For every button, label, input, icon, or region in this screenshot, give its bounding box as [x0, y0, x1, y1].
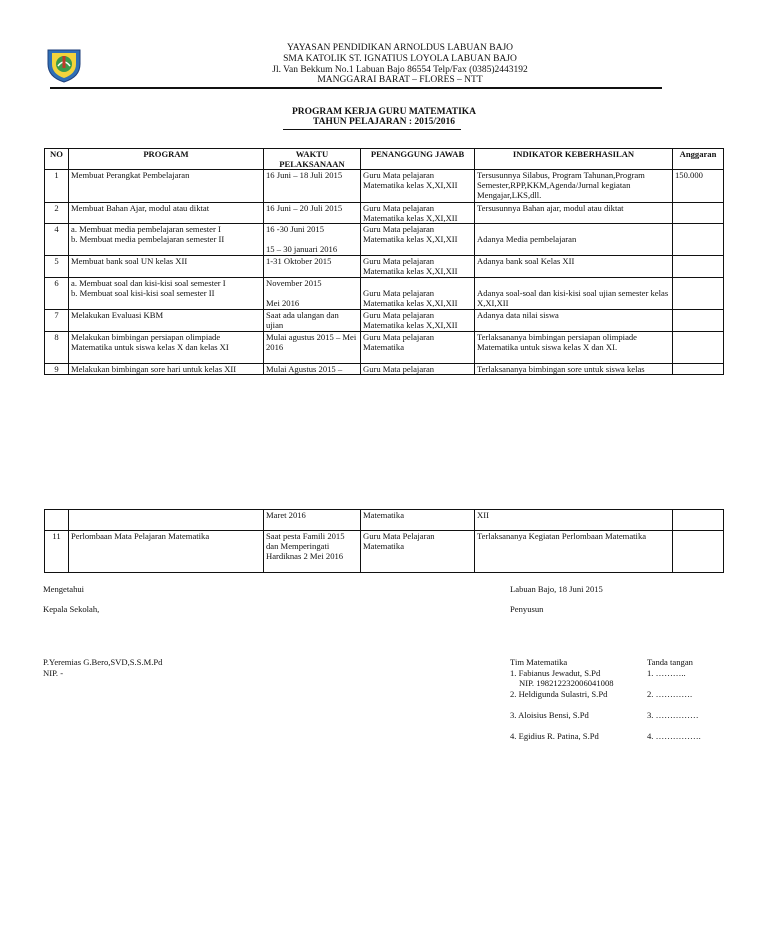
row-waktu: Mulai agustus 2015 – Mei 2016 [264, 332, 361, 364]
table-row [45, 510, 724, 531]
table-row [45, 224, 724, 256]
program-table-continued [44, 509, 724, 573]
header-program: PROGRAM [69, 149, 264, 170]
member-name: 2. Heldigunda Sulastri, S.Pd [510, 689, 608, 699]
row-pj: Guru Mata pelajaran Matematika [361, 332, 475, 364]
row-program: Membuat Perangkat Pembelajaran [69, 170, 264, 203]
header-divider [50, 87, 662, 89]
header-anggaran: Anggaran [673, 149, 724, 170]
row-no: 2 [45, 203, 69, 224]
kepala-sekolah-name: P.Yeremias G.Bero,SVD,S.S.M.Pd [43, 657, 163, 667]
row-pj: Guru Mata pelajaran [361, 364, 475, 375]
row-indikator [475, 278, 673, 310]
kepala-sekolah-nip: NIP. - [43, 668, 64, 678]
row-indikator: Adanya data nilai siswa [475, 310, 673, 332]
document-title: PROGRAM KERJA GURU MATEMATIKA [291, 107, 477, 117]
indikator-text: Adanya Media pembelajaran [477, 234, 577, 244]
school-name: SMA KATOLIK ST. IGNATIUS LOYOLA LABUAN BAJO [283, 54, 517, 64]
row-waktu [264, 278, 361, 310]
row-indikator: Adanya bank soal Kelas XII [475, 256, 673, 278]
row-anggaran [673, 364, 724, 375]
row-anggaran [673, 256, 724, 278]
table-row [45, 256, 724, 278]
row-waktu: 1-31 Oktober 2015 [264, 256, 361, 278]
row-indikator: Terlaksananya bimbingan sore untuk siswa kelas [475, 364, 673, 375]
school-address: Jl. Van Bekkum No.1 Labuan Bajo 86554 Telp/Fax (0385)2443192 [272, 65, 528, 75]
row-program: Perlombaan Mata Pelajaran Matematika [69, 531, 264, 573]
title-underline [283, 129, 461, 130]
kepala-sekolah-label: Kepala Sekolah, [43, 604, 100, 614]
row-no: 8 [45, 332, 69, 364]
row-no [45, 510, 69, 531]
tim-label: Tim Matematika [510, 657, 568, 667]
member-name: 1. Fabianus Jewadut, S.Pd [510, 668, 601, 678]
row-anggaran [673, 203, 724, 224]
row-indikator: XII [475, 510, 673, 531]
row-program [69, 278, 264, 310]
row-no: 9 [45, 364, 69, 375]
header-penanggung-jawab: PENANGGUNG JAWAB [361, 149, 475, 170]
row-pj [361, 278, 475, 310]
row-program: Melakukan bimbingan persiapan olimpiade Matematika untuk siswa kelas X dan kelas XI [69, 332, 264, 364]
row-no: 5 [45, 256, 69, 278]
table-row [45, 170, 724, 203]
row-no: 11 [45, 531, 69, 573]
waktu-item-a: November 2015 [266, 278, 322, 288]
row-anggaran: 150.000 [673, 170, 724, 203]
row-anggaran [673, 224, 724, 256]
row-indikator: Tersusunnya Silabus, Program Tahunan,Program Semester,RPP,KKM,Agenda/Jurnal kegiatan Mengajar,LKS,dll. [475, 170, 673, 203]
row-pj: Guru Mata pelajaran Matematika kelas X,XI,XII [361, 224, 475, 256]
mengetahui-label: Mengetahui [43, 584, 85, 594]
pj-text: Guru Mata pelajaran Matematika kelas X,XI,XII [363, 288, 458, 308]
row-indikator: Tersusunnya Bahan ajar, modul atau diktat [475, 203, 673, 224]
row-waktu: Mulai Agustus 2015 – [264, 364, 361, 375]
row-indikator: Terlaksananya bimbingan persiapan olimpiade Matematika untuk siswa kelas X dan XI. [475, 332, 673, 364]
row-program: Melakukan bimbingan sore hari untuk kelas XII [69, 364, 264, 375]
row-indikator: Terlaksananya Kegiatan Perlombaan Matematika [475, 531, 673, 573]
row-no: 4 [45, 224, 69, 256]
member-name: 4. Egidius R. Patina, S.Pd [510, 731, 599, 741]
row-program: Melakukan Evaluasi KBM [69, 310, 264, 332]
member-nip: NIP. 198212232006041008 [519, 678, 614, 688]
table-row [45, 310, 724, 332]
row-no: 7 [45, 310, 69, 332]
row-program: Membuat Bahan Ajar, modul atau diktat [69, 203, 264, 224]
row-pj: Guru Mata pelajaran Matematika kelas X,XI,XII [361, 203, 475, 224]
row-waktu [264, 224, 361, 256]
member-name: 3. Aloisius Bensi, S.Pd [510, 710, 589, 720]
row-program: Membuat bank soal UN kelas XII [69, 256, 264, 278]
row-indikator [475, 224, 673, 256]
member-sign: 1. ……….. [647, 668, 686, 678]
indikator-text: Adanya soal-soal dan kisi-kisi soal ujian semester kelas X,XI,XII [477, 288, 669, 308]
row-pj: Guru Mata pelajaran Matematika kelas X,XI,XII [361, 170, 475, 203]
document-subtitle: TAHUN PELAJARAN : 2015/2016 [312, 117, 456, 127]
row-pj: Guru Mata pelajaran Matematika kelas X,XI,XII [361, 256, 475, 278]
row-pj: Matematika [361, 510, 475, 531]
row-waktu: Saat pesta Famili 2015 dan Memperingati Hardiknas 2 Mei 2016 [264, 531, 361, 573]
member-sign: 2. …………. [647, 689, 693, 699]
header-no: NO [45, 149, 69, 170]
row-anggaran [673, 278, 724, 310]
member-sign: 3. …………… [647, 710, 699, 720]
header-indikator: INDIKATOR KEBERHASILAN [475, 149, 673, 170]
foundation-name: YAYASAN PENDIDIKAN ARNOLDUS LABUAN BAJO [286, 43, 514, 53]
place-date: Labuan Bajo, 18 Juni 2015 [510, 584, 603, 594]
member-sign: 4. ……………. [647, 731, 701, 741]
school-region: MANGGARAI BARAT – FLORES – NTT [317, 75, 483, 85]
program-table [44, 148, 724, 375]
program-item-a: a. Membuat media pembelajaran semester I [71, 224, 221, 234]
school-logo [44, 44, 84, 84]
table-row [45, 278, 724, 310]
table-header-row [45, 149, 724, 170]
row-waktu: Maret 2016 [264, 510, 361, 531]
row-pj: Guru Mata Pelajaran Matematika [361, 531, 475, 573]
waktu-item-a: 16 -30 Juni 2015 [266, 224, 325, 234]
row-program [69, 224, 264, 256]
tanda-tangan-label: Tanda tangan [647, 657, 693, 667]
waktu-item-b: 15 – 30 januari 2016 [266, 244, 338, 254]
row-no: 6 [45, 278, 69, 310]
row-waktu: Saat ada ulangan dan ujian [264, 310, 361, 332]
row-anggaran [673, 332, 724, 364]
row-program [69, 510, 264, 531]
program-item-b: b. Membuat media pembelajaran semester II [71, 234, 225, 244]
table-row [45, 203, 724, 224]
row-waktu: 16 Juni – 18 Juli 2015 [264, 170, 361, 203]
penyusun-label: Penyusun [510, 604, 544, 614]
program-item-a: a. Membuat soal dan kisi-kisi soal semester I [71, 278, 226, 288]
table-row [45, 531, 724, 573]
program-item-b: b. Membuat soal kisi-kisi soal semester II [71, 288, 215, 298]
header-waktu: WAKTU PELAKSANAAN [264, 149, 361, 170]
table-row [45, 364, 724, 375]
row-pj: Guru Mata pelajaran Matematika kelas X,XI,XII [361, 310, 475, 332]
table-row [45, 332, 724, 364]
row-anggaran [673, 310, 724, 332]
row-waktu: 16 Juni – 20 Juli 2015 [264, 203, 361, 224]
row-anggaran [673, 510, 724, 531]
row-anggaran [673, 531, 724, 573]
row-no: 1 [45, 170, 69, 203]
waktu-item-b: Mei 2016 [266, 298, 300, 308]
